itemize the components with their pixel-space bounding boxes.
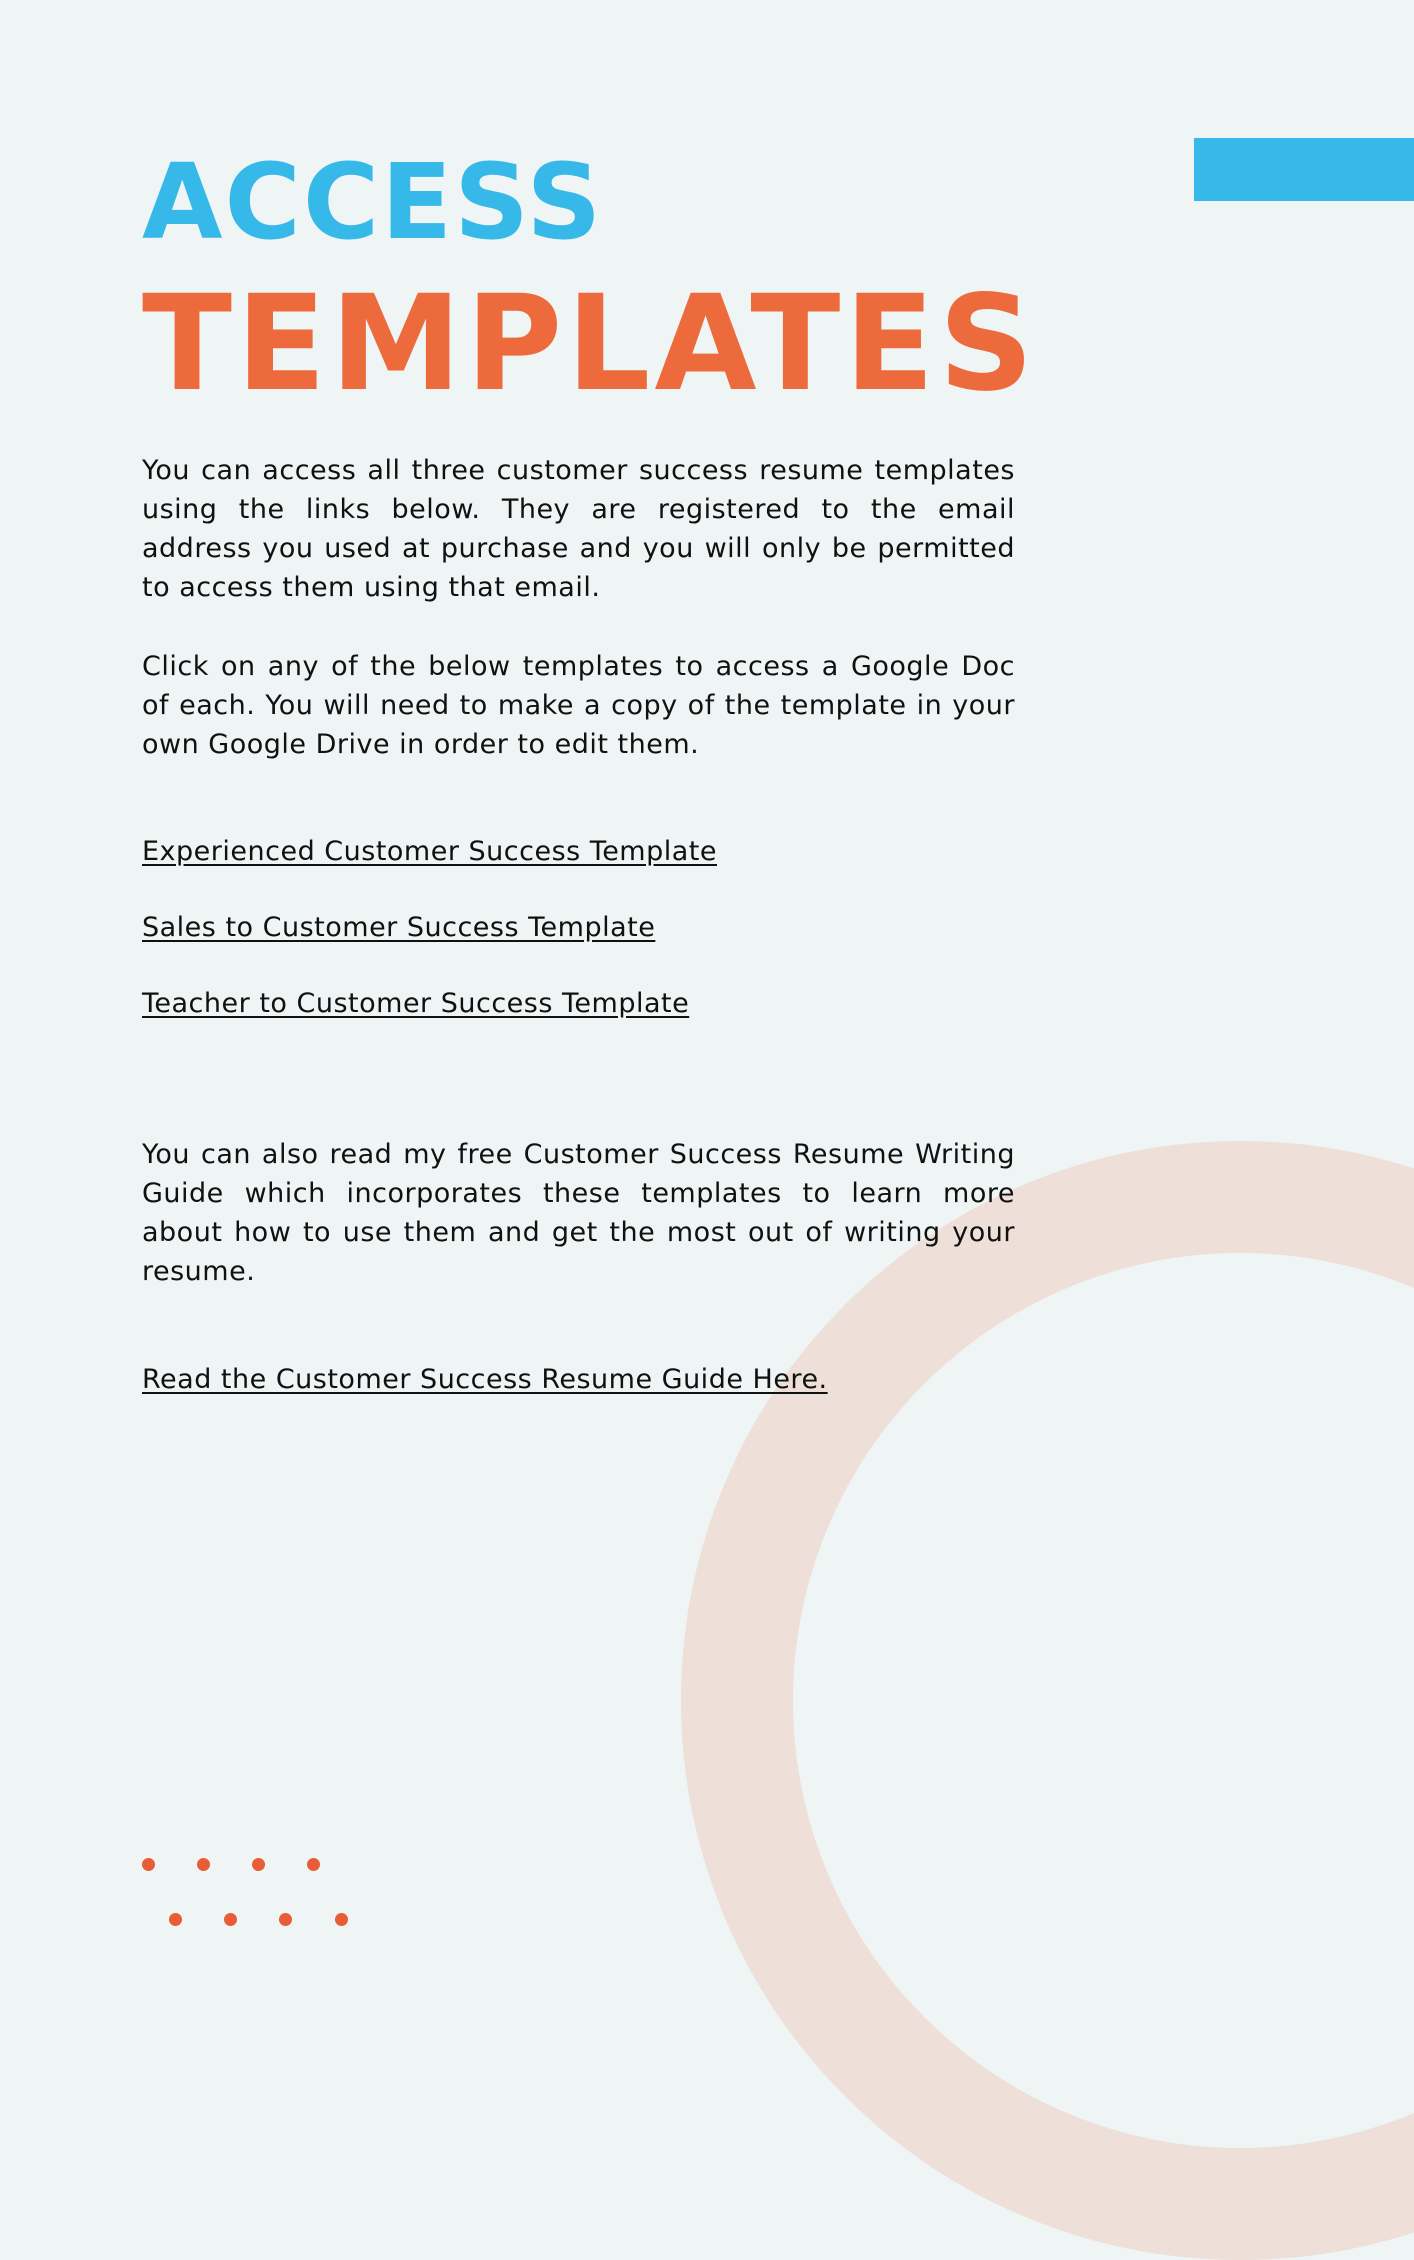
- intro-paragraph: You can access all three customer success resume templates using the links below. They are registered to the email address you used at purchase and you will only be permitted to access them using that email.: [142, 455, 1015, 603]
- teacher-template-link[interactable]: Teacher to Customer Success Template: [142, 988, 690, 1019]
- dot: [307, 1858, 320, 1871]
- dot: [252, 1858, 265, 1871]
- dot: [224, 1913, 237, 1926]
- dot: [142, 1858, 155, 1871]
- title-templates: TEMPLATES: [142, 267, 1038, 421]
- experienced-template-link[interactable]: Experienced Customer Success Template: [142, 836, 717, 867]
- dot: [335, 1913, 348, 1926]
- guide-paragraph: You can also read my free Customer Success Resume Writing Guide which incorporates these templates to learn more about how to use them and get the most out of writing your resume.: [142, 1139, 1015, 1287]
- sales-template-link[interactable]: Sales to Customer Success Template: [142, 912, 656, 943]
- title-access: ACCESS: [142, 141, 604, 263]
- dot: [279, 1913, 292, 1926]
- instructions-paragraph: Click on any of the below templates to access a Google Doc of each. You will need to make a copy of the template in your own Google Drive in order to edit them.: [142, 651, 1015, 760]
- dot: [197, 1858, 210, 1871]
- decorative-ring: [681, 1141, 1414, 2260]
- dot: [169, 1913, 182, 1926]
- accent-bar: [1194, 138, 1414, 201]
- resume-guide-link[interactable]: Read the Customer Success Resume Guide Here.: [142, 1364, 828, 1395]
